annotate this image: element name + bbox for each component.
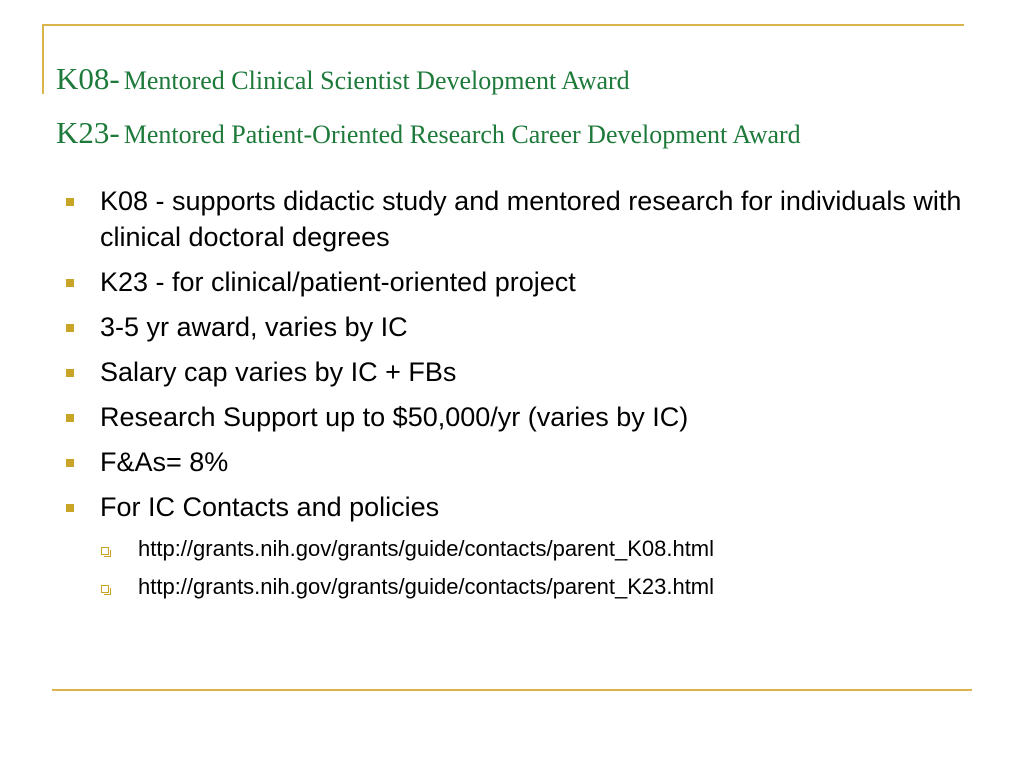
square-bullet-icon <box>66 414 74 422</box>
bullet-item <box>60 183 980 255</box>
left-rule <box>42 24 44 94</box>
bullet-text: 3-5 yr award, varies by IC <box>100 312 408 342</box>
square-bullet-icon <box>66 504 74 512</box>
sub-bullet-item <box>60 534 980 564</box>
bullet-text: Research Support up to $50,000/yr (varies by IC) <box>100 402 689 432</box>
hollow-square-bullet-icon <box>101 585 109 593</box>
square-bullet-icon <box>66 369 74 377</box>
contact-link-k23[interactable]: http://grants.nih.gov/grants/guide/contacts/parent_K23.html <box>138 574 715 599</box>
title-name-k23: Mentored Patient-Oriented Research Career Development Award <box>123 120 801 149</box>
title-code-k08: K08- <box>56 61 120 96</box>
square-bullet-icon <box>66 279 74 287</box>
top-rule <box>42 24 964 26</box>
bullet-text: K08 - supports didactic study and mentored research for individuals with clinical doctoral degrees <box>100 186 962 252</box>
square-bullet-icon <box>66 198 74 206</box>
bottom-rule <box>52 689 972 691</box>
bullet-item <box>60 264 980 300</box>
slide-title <box>56 52 801 160</box>
contact-link-k08[interactable]: http://grants.nih.gov/grants/guide/contacts/parent_K08.html <box>138 536 715 561</box>
title-line-1 <box>56 52 801 106</box>
title-line-2 <box>56 106 801 160</box>
bullet-item <box>60 489 980 525</box>
bullet-text: Salary cap varies by IC + FBs <box>100 357 457 387</box>
square-bullet-icon <box>66 459 74 467</box>
bullet-text: F&As= 8% <box>100 447 229 477</box>
hollow-square-bullet-icon <box>101 547 109 555</box>
bullet-list <box>60 183 980 610</box>
bullet-text: For IC Contacts and policies <box>100 492 440 522</box>
bullet-item <box>60 354 980 390</box>
bullet-item <box>60 399 980 435</box>
square-bullet-icon <box>66 324 74 332</box>
sub-bullet-item <box>60 572 980 602</box>
bullet-item <box>60 309 980 345</box>
title-code-k23: K23- <box>56 115 120 150</box>
bullet-item <box>60 444 980 480</box>
bullet-text: K23 - for clinical/patient-oriented project <box>100 267 576 297</box>
title-name-k08: Mentored Clinical Scientist Development Award <box>123 66 630 95</box>
